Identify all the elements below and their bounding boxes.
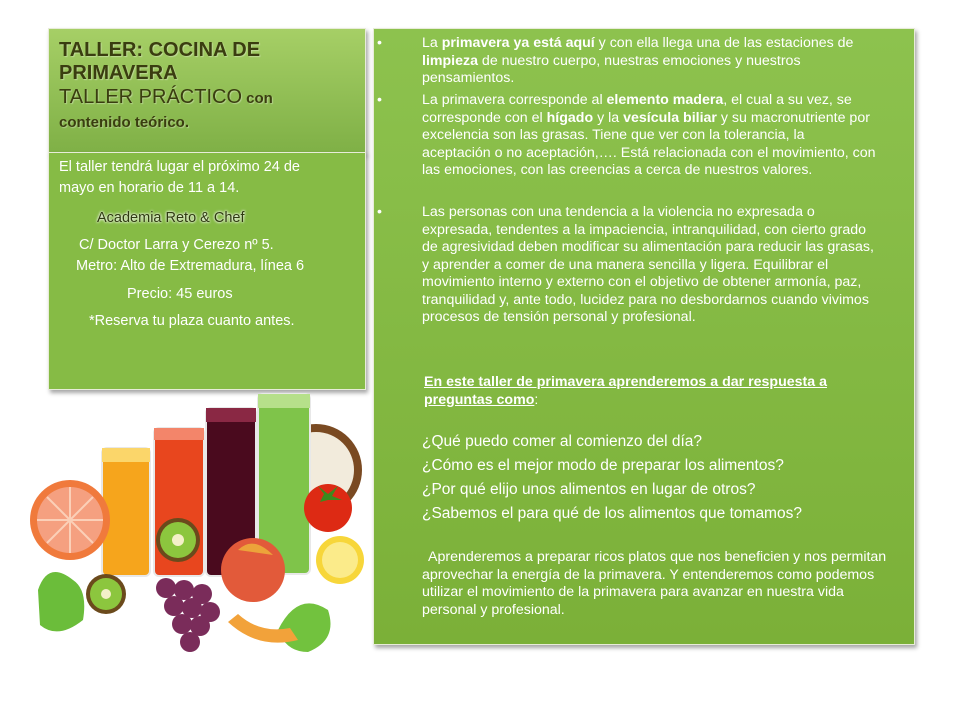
subtitle-line-1: TALLER PRÁCTICO bbox=[59, 86, 242, 108]
paragraph-3 bbox=[377, 204, 876, 327]
p2-text: y la bbox=[593, 109, 624, 126]
closing-text: Aprenderemos a preparar ricos platos que nos beneficien y nos permitan aprovechar la energía de la primavera. Y entenderemos como podemos utilizar el movimiento de la primavera para avanzar en nuestra vida personal y profesional. bbox=[422, 549, 887, 618]
p2-bold: vesícula biliar bbox=[623, 109, 717, 126]
workshop-title bbox=[59, 39, 359, 85]
p2-text: La primavera corresponde al bbox=[422, 92, 607, 108]
question-4: ¿Sabemos el para qué de los alimentos que tomamos? bbox=[422, 505, 802, 522]
subtitle-line-2: contenido teórico. bbox=[59, 114, 190, 131]
content-panel bbox=[373, 28, 915, 645]
p1-text: de nuestro cuerpo, nuestras emociones y nuestros pensamientos. bbox=[422, 52, 801, 86]
date-line-1: El taller tendrá lugar el próximo 24 de bbox=[59, 159, 300, 175]
bullet-icon: • bbox=[377, 92, 382, 108]
date-info bbox=[59, 157, 359, 199]
workshop-subtitle bbox=[59, 86, 359, 134]
p3-text: Las personas con una tendencia a la violencia no expresada o expresada, tendentes a la impaciencia, intranquilidad, con cierto grado de agresividad deben modificar su alimentación para reducir las grasas, y aprender a comer de una manera sencilla y ligera. Equilibrar el movimiento interno y externo con el objetivo de obtener armonía, paz, tranquilidad y, ante todo, lucidez para no desbordarnos cuando vivimos procesos de tensión personal y profesional. bbox=[422, 204, 874, 325]
fruit-juice-photo bbox=[28, 390, 368, 660]
price: Precio: 45 euros bbox=[127, 286, 233, 302]
paragraph-1 bbox=[377, 35, 876, 88]
p1-bold: limpieza bbox=[422, 52, 478, 69]
title-line-1: TALLER: COCINA DE bbox=[59, 39, 261, 61]
p2-text: , el cual a su vez, se corresponde con el bbox=[422, 92, 852, 126]
subtitle-con: con bbox=[242, 90, 273, 107]
p2-bold: hígado bbox=[546, 109, 594, 126]
p2-bold: elemento madera bbox=[606, 92, 724, 108]
bullet-icon: • bbox=[377, 35, 382, 51]
questions-heading bbox=[424, 374, 889, 409]
question-2: ¿Cómo es el mejor modo de preparar los alimentos? bbox=[422, 457, 784, 474]
p1-bold: primavera ya está aquí bbox=[441, 35, 595, 51]
p1-text: y con ella llega una de las estaciones de bbox=[594, 35, 854, 51]
info-panel bbox=[48, 152, 366, 390]
title-line-2: PRIMAVERA bbox=[59, 62, 178, 84]
reservation-note: *Reserva tu plaza cuanto antes. bbox=[89, 313, 295, 329]
title-panel bbox=[48, 28, 366, 154]
heading-text: En este taller de primavera aprenderemos a dar respuesta a preguntas como bbox=[424, 374, 827, 408]
bullet-icon: • bbox=[377, 204, 382, 220]
academy-name: Academia Reto & Chef bbox=[97, 210, 245, 226]
heading-colon: : bbox=[534, 391, 539, 408]
question-3: ¿Por qué elijo unos alimentos en lugar de otros? bbox=[422, 481, 756, 498]
metro-info: Metro: Alto de Extremadura, línea 6 bbox=[76, 258, 305, 274]
address: C/ Doctor Larra y Cerezo nº 5. bbox=[79, 237, 274, 253]
juice-glasses bbox=[102, 394, 310, 576]
question-1: ¿Qué puedo comer al comienzo del día? bbox=[422, 433, 703, 450]
p2-text: y su macronutriente por excelencia son las grasas. Tiene que ver con la tolerancia, la aceptación o no aceptación,…. Está relacionada con el movimiento, con las emociones, con las creencias a cerca de nuestros valores. bbox=[422, 109, 876, 178]
date-line-2: mayo en horario de 11 a 14. bbox=[59, 180, 240, 196]
closing-paragraph bbox=[422, 549, 887, 619]
paragraph-2 bbox=[377, 92, 876, 180]
p1-text: La bbox=[422, 35, 442, 51]
